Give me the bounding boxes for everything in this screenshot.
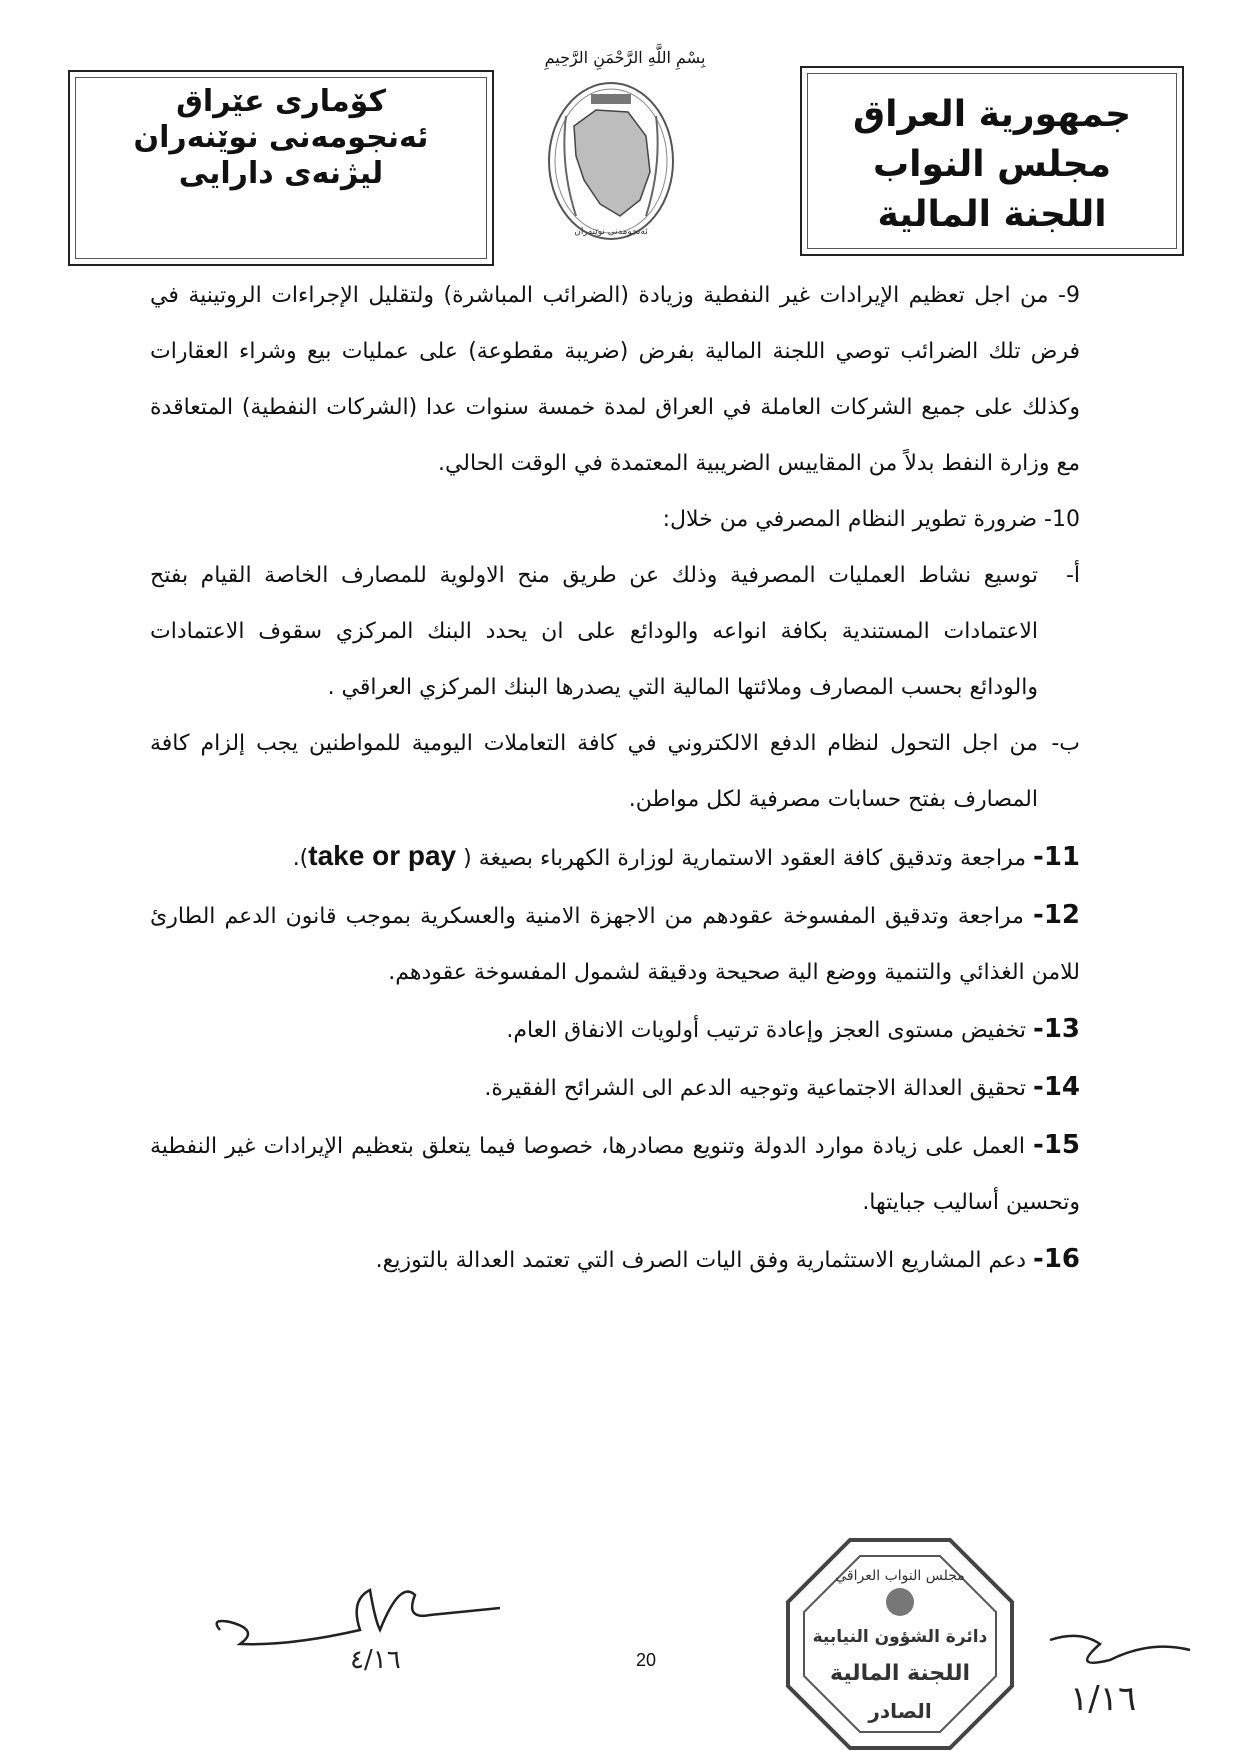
item-11-latin: take or pay	[308, 840, 457, 871]
parliament-emblem	[536, 76, 686, 246]
item-13	[150, 1001, 1080, 1059]
official-stamp	[780, 1532, 1020, 1756]
item-11-number: 11-	[1033, 842, 1080, 872]
item-12-text: مراجعة وتدقيق المفسوخة عقودهم من الاجهزة الامنية والعسكرية بموجب قانون الدعم الطارئ للامن الغذائي والتنمية ووضع الية صحيحة ودقيقة لشمول المفسوخة عقودهم.	[150, 904, 1080, 985]
item-15-text: العمل على زيادة موارد الدولة وتنويع مصادرها، خصوصا فيما يتعلق بتعظيم الإيرادات غير النفطية وتحسين أساليب جبايتها.	[150, 1134, 1080, 1215]
page-number: 20	[636, 1650, 657, 1670]
stamp-line-4: الصادر	[868, 1699, 932, 1723]
header-box-kurdish	[68, 70, 494, 266]
document-body	[150, 268, 1080, 1289]
header-box-arabic	[800, 66, 1184, 256]
header-line-parliament: مجلس النواب	[873, 144, 1111, 185]
item-14-number: 14-	[1033, 1072, 1080, 1102]
item-15-number: 15-	[1033, 1130, 1080, 1160]
stamp-line-2: دائرة الشؤون النيابية	[812, 1627, 988, 1647]
header-line-parliament-ku: ئەنجومەنی نوێنەران	[133, 120, 429, 155]
header-line-republic: جمهورية العراق	[852, 94, 1132, 135]
header-line-committee: اللجنة المالية	[877, 194, 1107, 235]
item-10b	[150, 716, 1080, 828]
signature-right	[1040, 1610, 1210, 1730]
signature-right-date: ١/١٦	[1070, 1679, 1137, 1719]
item-16-text: دعم المشاريع الاستثمارية وفق اليات الصرف التي تعتمد العدالة بالتوزيع.	[375, 1248, 1027, 1273]
item-15	[150, 1117, 1080, 1231]
item-11-text: مراجعة وتدقيق كافة العقود الاستمارية لوزارة الكهرباء بصيغة (	[463, 846, 1027, 871]
emblem-caption: ئەنجومەنی نوێنەران	[574, 227, 648, 237]
item-13-text: تخفيض مستوى العجز وإعادة ترتيب أولويات الانفاق العام.	[506, 1018, 1027, 1043]
basmala: بِسْمِ اللَّهِ الرَّحْمَنِ الرَّحِيمِ	[544, 48, 706, 67]
item-16-number: 16-	[1033, 1244, 1080, 1274]
stamp-line-1: مجلس النواب العراقي	[835, 1568, 965, 1584]
item-10a	[150, 548, 1080, 716]
signature-left	[200, 1560, 520, 1680]
item-9: 9- من اجل تعظيم الإيرادات غير النفطية وزيادة (الضرائب المباشرة) ولتقليل الإجراءات الروتينية في فرض تلك الضرائب توصي اللجنة المالية بفرض (ضريبة مقطوعة) على عمليات بيع وشراء العقارات وكذلك على جميع الشركات العاملة في العراق لمدة خمسة سنوات عدا (الشركات النفطية) المتعاقدة مع وزارة النفط بدلاً من المقاييس الضريبية المعتمدة في الوقت الحالي.	[150, 283, 1080, 476]
item-11	[150, 828, 1080, 887]
item-10b-letter: ب-	[1051, 731, 1080, 756]
item-12-number: 12-	[1033, 900, 1080, 930]
item-10: 10- ضرورة تطوير النظام المصرفي من خلال:	[662, 507, 1080, 532]
item-10a-letter: أ-	[1065, 563, 1080, 588]
header-line-committee-ku: لیژنەی دارایی	[178, 156, 384, 191]
item-14	[150, 1059, 1080, 1117]
item-10a-text: توسيع نشاط العمليات المصرفية وذلك عن طريق منح الاولوية للمصارف الخاصة القيام بفتح الاعتمادات المستندية بكافة انواعه والودائع على ان يحدد البنك المركزي سقوف الاعتمادات والودائع بحسب المصارف وملائتها المالية التي يصدرها البنك المركزي العراقي .	[150, 563, 1038, 700]
item-16	[150, 1231, 1080, 1289]
item-11-end: ).	[292, 846, 309, 871]
header-line-republic-ku: كۆماری عێراق	[176, 84, 386, 119]
stamp-line-3: اللجنة المالية	[829, 1661, 971, 1686]
item-13-number: 13-	[1033, 1014, 1080, 1044]
item-14-text: تحقيق العدالة الاجتماعية وتوجيه الدعم الى الشرائح الفقيرة.	[484, 1076, 1027, 1101]
item-10b-text: من اجل التحول لنظام الدفع الالكتروني في كافة التعاملات اليومية للمواطنين يجب إلزام كافة المصارف بفتح حسابات مصرفية لكل مواطن.	[150, 731, 1038, 812]
signature-left-date: ٤/١٦	[350, 1645, 401, 1675]
item-12	[150, 887, 1080, 1001]
